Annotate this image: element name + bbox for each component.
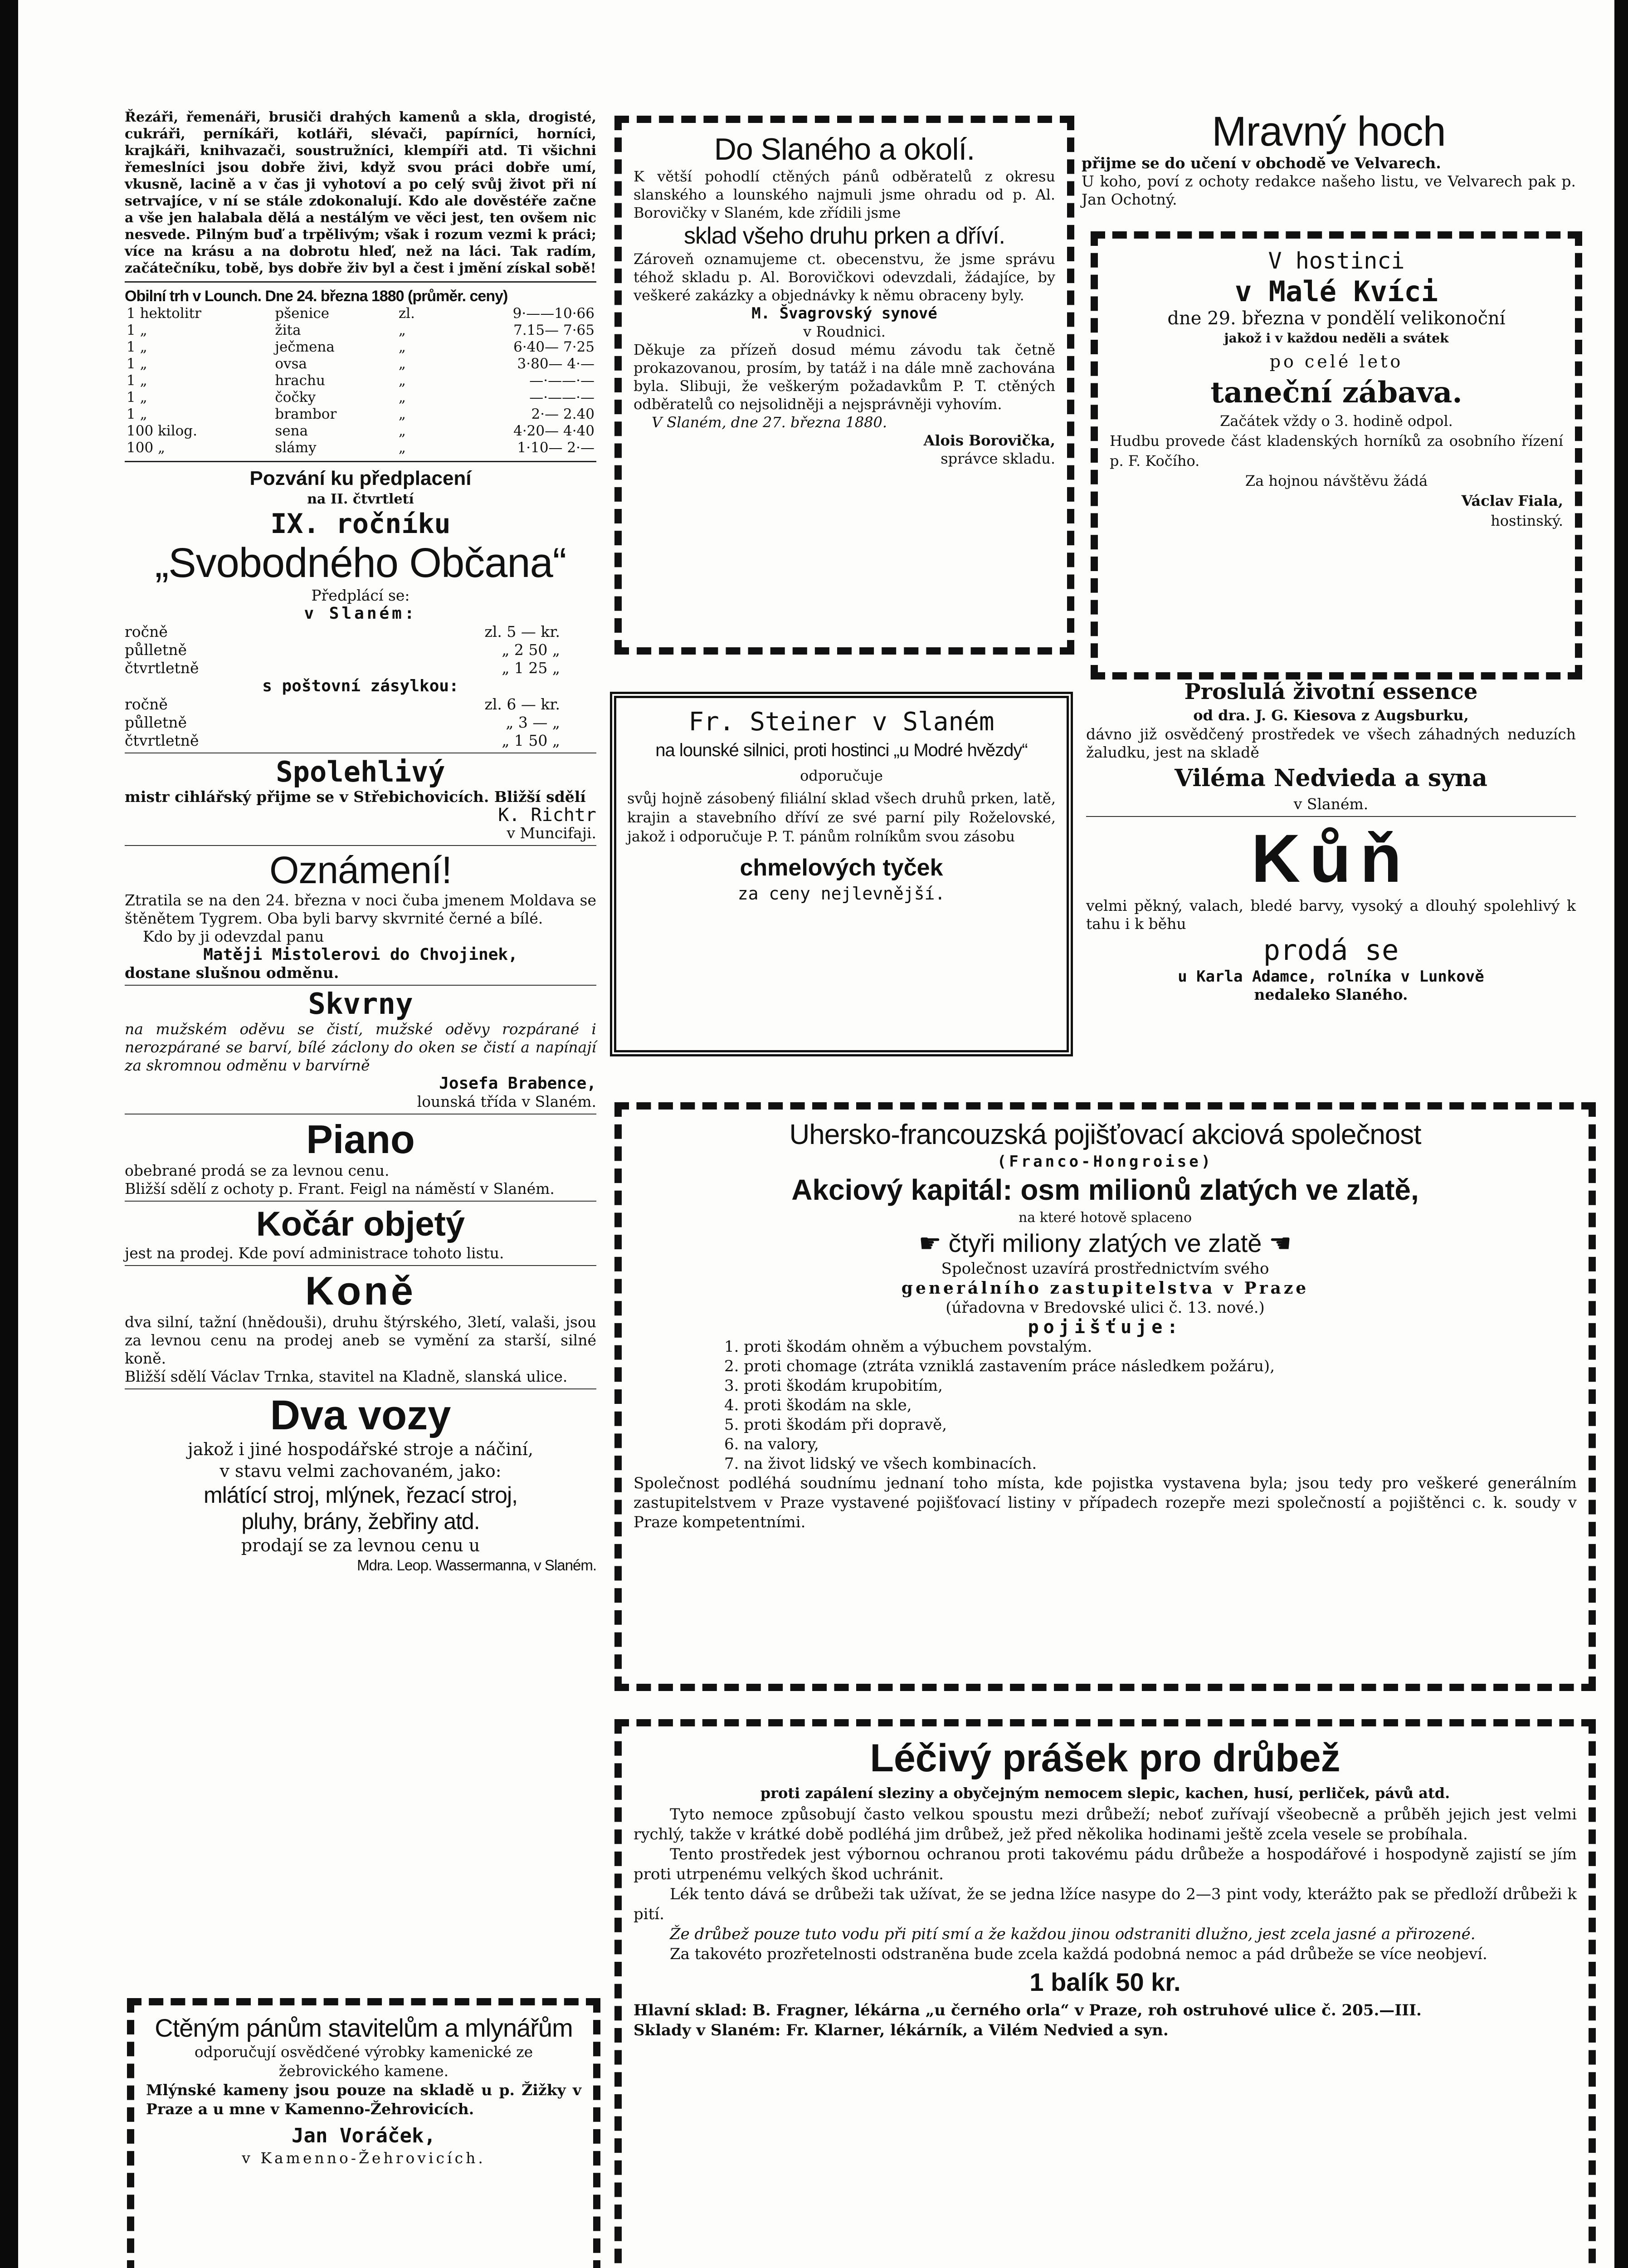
market-cell-price: 3·80— 4·—	[517, 356, 595, 372]
hostinec-line9: Za hojnou návštěvu žádá	[1245, 472, 1428, 489]
insurance-item: 4. proti škodám na skle,	[724, 1396, 912, 1414]
price-value: „ 3 — „	[506, 714, 560, 731]
hostinec-line7: Začátek vždy o 3. hodině odpol.	[1220, 412, 1453, 430]
hostinec-ad-box	[1091, 231, 1582, 679]
divider	[125, 281, 596, 283]
market-table	[125, 305, 596, 456]
price-row	[125, 659, 596, 677]
slany-big: sklad všeho druhu prken a dříví.	[684, 223, 1005, 249]
piano-text: obebrané prodá se za levnou cenu.	[125, 1162, 390, 1179]
skvrny-name: Josefa Brabence,	[439, 1074, 596, 1093]
market-cell-price: 6·40— 7·25	[513, 339, 595, 355]
powder-title: Léčivý prášek pro drůbež	[870, 1736, 1340, 1780]
divider	[1086, 816, 1576, 817]
slany-ad-box	[614, 116, 1074, 655]
vozy-line6: Mdra. Leop. Wassermanna, v Slaném.	[357, 1557, 596, 1574]
price-label: ročně	[125, 695, 168, 713]
divider	[125, 845, 596, 846]
divider	[125, 1265, 596, 1266]
vozy-line3: mlátící stroj, mlýnek, řezací stroj,	[204, 1482, 517, 1508]
price-label: čtvrtletně	[125, 659, 199, 677]
vozy-line1: jakož i jiné hospodářské stroje a náčiní,	[187, 1439, 534, 1459]
skvrny-place: lounská třída v Slaném.	[417, 1093, 596, 1110]
hostinec-line4: jakož i v každou neděli a svátek	[1224, 331, 1449, 346]
divider	[125, 985, 596, 986]
subscription-prices-post	[125, 695, 596, 750]
market-cell-item: pšenice	[275, 305, 330, 322]
insurance-agency: generálního zastupitelstva v Praze	[901, 1279, 1309, 1298]
insurance-item: 3. proti škodám krupobitím,	[724, 1377, 943, 1395]
powder-ad-box	[614, 1719, 1596, 2268]
stone-place: v Kamenno-Žehrovicích.	[242, 2149, 486, 2167]
market-row	[125, 305, 596, 322]
market-cell-cur: „	[398, 389, 406, 406]
market-cell-q: 1 „	[127, 322, 147, 338]
powder-sub: proti zapálení sleziny a obyčejným nemocem slepic, kachen, husí, perliček, pávů atd.	[760, 1784, 1450, 1802]
market-title: Obilní trh v Lounch. Dne 24. března 1880 (průměr. ceny)	[125, 288, 508, 305]
slany-date: V Slaném, dne 27. března 1880.	[652, 414, 887, 431]
market-cell-price: 7.15— 7·65	[513, 322, 595, 338]
insurance-agency2: (úřadovna v Bredovské ulici č. 13. nové.)	[946, 1299, 1265, 1317]
steiner-text: svůj hojně zásobený filiální sklad všech druhů prken, latě, krajin a stavebního dříví ze své parní pily Roželovské, jakož i odporučuje P. T. pánům rolníkům svou zásobu	[627, 790, 1056, 845]
market-cell-price: 1·10— 2·—	[517, 440, 595, 456]
price-label: půlletně	[125, 641, 187, 659]
insurance-item: 7. na život lidský ve všech kombinacích.	[724, 1455, 1037, 1473]
market-row	[125, 406, 596, 423]
insurance-cap2: na které hotově splaceno	[1018, 1210, 1192, 1226]
market-cell-item: ovsa	[275, 356, 307, 372]
powder-p5: Za takovéto prozřetelnosti odstraněna bude zcela každá podobná nemoc a pád drůbeže se více neobjeví.	[670, 1945, 1487, 1963]
kun-line2: prodá se	[1263, 934, 1399, 967]
powder-p2: Tento prostředek jest výbornou ochranou proti takovému pádu drůbeže a hospodářové i hospodyně zajistí se jím proti utrpenému velkých škod uchránit.	[634, 1845, 1577, 1883]
market-cell-cur: zl.	[398, 305, 415, 322]
oznameni-name: Matěji Mistolerovi do Chvojinek,	[203, 945, 518, 964]
oznameni-reward: dostane slušnou odměnu.	[125, 964, 339, 982]
subscription-city: v Slaném:	[304, 604, 417, 623]
steiner-sub: na lounské silnici, proti hostinci „u Modré hvězdy“	[655, 740, 1028, 760]
market-cell-q: 1 „	[127, 389, 147, 406]
spolehlivy-name: K. Richtr	[498, 805, 596, 826]
essence-line1: Proslulá životní essence	[1184, 679, 1478, 704]
price-value: „ 1 25 „	[502, 659, 560, 677]
hostinec-line2: v Malé Kvíci	[1235, 275, 1438, 308]
vozy-title: Dva vozy	[270, 1392, 451, 1438]
subscription-predplaci: Předplácí se:	[311, 587, 410, 604]
skvrny-title: Skvrny	[308, 987, 413, 1021]
market-cell-q: 1 „	[127, 339, 147, 355]
column-3-lower	[1086, 678, 1576, 1004]
price-value: „ 1 50 „	[502, 732, 560, 749]
subscription-post: s poštovní zásylkou:	[262, 677, 459, 695]
price-row	[125, 695, 596, 714]
market-cell-q: 1 hektolitr	[127, 305, 201, 322]
oznameni-text2: Kdo by ji odevzdal panu	[143, 928, 324, 945]
powder-p1: Tyto nemoce způsobují často velkou spoustu mezi drůbeží; neboť zuřívají všeobecně a průběh jejich jest velmi rychlý, takže v krátké době podléhá jim drůbež, jež před několika hodinami ještě zcela vesele se probíhala.	[634, 1805, 1577, 1843]
vozy-line2: v stavu velmi zachovaném, jako:	[219, 1461, 502, 1481]
market-cell-item: sena	[275, 423, 308, 439]
market-cell-cur: „	[398, 356, 406, 372]
market-cell-cur: „	[398, 322, 406, 338]
market-row	[125, 356, 596, 372]
slany-title: Do Slaného a okolí.	[714, 132, 975, 166]
hand-pointer-icon: ☛	[918, 1229, 949, 1257]
steiner-title: Fr. Steiner v Slaném	[688, 707, 994, 737]
powder-price: 1 balík 50 kr.	[1029, 1968, 1181, 1996]
steiner-odporucuje: odporučuje	[800, 767, 883, 784]
hostinec-line1: V hostinci	[1268, 248, 1405, 274]
market-cell-q: 1 „	[127, 406, 147, 422]
stone-ad-box	[127, 1998, 600, 2268]
spolehlivy-text: mistr cihlářský přijme se v Střebichovicích. Bližší sdělí	[125, 788, 586, 806]
price-label: čtvrtletně	[125, 732, 199, 749]
stone-title: Ctěným pánům stavitelům a mlynářům	[155, 2014, 573, 2042]
stone-name: Jan Voráček,	[292, 2124, 436, 2147]
market-row	[125, 440, 596, 456]
market-cell-item: ječmena	[275, 339, 335, 355]
hostinec-sign2: hostinský.	[1491, 512, 1563, 529]
kun-title: Kůň	[1251, 820, 1411, 896]
slany-text3: Děkuje za přízeň dosud mému závodu tak četně prokazovanou, prosím, by tatáž i na dále mně zachována byla. Slibuji, že veškerým požadavkům P. T. ctěných odběratelů co nejsolidněji a nejsprávněji vyhovím.	[634, 341, 1055, 413]
hand-pointer-icon: ☚	[1262, 1229, 1292, 1257]
slany-text: K větší pohodlí ctěných pánů odběratelů z okresu slanského a lounského najmuli jsme ohradu od p. Al. Borovičky v Slaném, kde zřídili jsme	[634, 168, 1055, 221]
market-cell-item: žita	[275, 322, 301, 338]
market-cell-price: 2·— 2.40	[531, 406, 595, 422]
kone-text: dva silní, tažní (hnědouši), druhu štýrského, 3letí, valaši, jsou za levnou cenu na prodej aneb se vymění za starší, silné koně.	[125, 1313, 596, 1367]
steiner-big: chmelových tyček	[740, 855, 943, 881]
market-cell-price: 4·20— 4·40	[513, 423, 595, 439]
kun-text: velmi pěkný, valach, bledé barvy, vysoký a dlouhý spolehlivý k tahu i k běhu	[1086, 897, 1576, 933]
slany-sign: Alois Borovička,	[923, 432, 1055, 449]
divider	[125, 1201, 596, 1202]
price-label: ročně	[125, 623, 168, 640]
oznameni-title: Oznámení!	[269, 849, 452, 891]
price-value: zl. 5 — kr.	[484, 623, 560, 640]
divider	[125, 1388, 596, 1389]
kocar-title: Kočár objetý	[256, 1205, 465, 1243]
price-row	[125, 641, 596, 659]
slany-firm: M. Švagrovský synové	[751, 304, 937, 323]
hostinec-line8: Hudbu provede část kladenských horníků za osobního řízení p. F. Kočího.	[1110, 432, 1563, 469]
scan-edge-right	[1614, 0, 1628, 2268]
essence-line4: Viléma Nedvieda a syna	[1175, 764, 1487, 792]
vozy-line5: prodají se za levnou cenu u	[241, 1535, 480, 1555]
insurance-cap3	[634, 1227, 1577, 1259]
insurance-pojistuje: pojišťuje:	[1028, 1317, 1183, 1338]
kocar-text: jest na prodej. Kde poví administrace tohoto listu.	[125, 1244, 504, 1262]
market-cell-cur: „	[398, 372, 406, 389]
spolehlivy-place: v Muncifaji.	[507, 824, 596, 842]
column-1	[125, 109, 596, 1574]
essence-line3: dávno již osvědčený prostředek ve všech záhadných neduzích žaludku, jest na skladě	[1086, 725, 1576, 761]
powder-p3: Lék tento dává se drůbeži tak užívat, že se jedna lžíce nasype do 2—3 pint vody, kterážto pak se předloží drůbeži k pití.	[634, 1885, 1577, 1923]
mravny-text2: U koho, poví z ochoty redakce našeho listu, ve Velvarech pak p. Jan Ochotný.	[1082, 172, 1576, 208]
hostinec-line5: po celé leto	[1269, 352, 1404, 371]
subscription-prices-local	[125, 623, 596, 677]
insurance-item: 2. proti chomage (ztráta vzniklá zastavením práce následkem požáru),	[724, 1357, 1275, 1375]
hostinec-line6: taneční zábava.	[1210, 376, 1462, 410]
market-cell-cur: „	[398, 440, 406, 456]
insurance-foot: Společnost podléhá soudnímu jednaní toho místa, kde pojistka vystavena byla; jsou tedy pro veškeré generálním zastupitelstvem v Praze vystavené pojišťovací listiny v případech rozepře mezi společností a pojištěnci c. k. soudy v Praze kompetentními.	[634, 1474, 1577, 1531]
subscription-year: IX. ročníku	[270, 508, 451, 540]
stone-text: odporučují osvědčené výrobky kamenické ze žebrovického kamene.	[194, 2043, 533, 2080]
spolehlivy-title: Spolehlivý	[276, 755, 445, 788]
piano-title: Piano	[306, 1117, 415, 1162]
powder-local-store: Sklady v Slaném: Fr. Klarner, lékárník, a Vilém Nedvied a syn.	[634, 2021, 1169, 2039]
market-row	[125, 322, 596, 339]
price-value: „ 2 50 „	[502, 641, 560, 659]
market-cell-price: 9·——10·66	[512, 305, 595, 322]
market-cell-item: čočky	[275, 389, 316, 406]
hostinec-sign: Václav Fiala,	[1461, 492, 1563, 509]
market-cell-item: hrachu	[275, 372, 325, 389]
market-row	[125, 339, 596, 356]
market-cell-item: brambor	[275, 406, 337, 422]
intro-text: Řezáři, řemenáři, brusiči drahých kamenů a skla, drogisté, cukráři, perníkáři, kotláři, slévači, papírníci, horníci, krajkáři, knihvazači, soustružníci, klempíři atd. Ti všichni řemeslníci jsou dobře živi, když svou práci dobře umí, vkusně, lacině a v čas ji vyhotoví a po celý svůj život při ní setrvajíce, v ní se stále zdokonalují. Kdo ale dověstéře začne a vše jen halabala dělá a nestálým ve věci jest, ten ovšem nic nesvede. Pilným buď a trpělivým; však i rozum vezmi k práci; více na krásu a na dobrotu hleď, než na láci. Tak radím, začátečníku, tobě, bys dobře živ byl a čest i jmění získal sobě!	[125, 109, 596, 276]
slany-place: v Roudnici.	[803, 323, 886, 340]
market-cell-q: 1 „	[127, 356, 147, 372]
skvrny-text: na mužském oděvu se čistí, mužské oděvy rozpárané i nerozpárané se barví, bílé záclony do oken se čistí a napínají za skromnou odměnu v barvírně	[125, 1020, 596, 1074]
price-label: půlletně	[125, 714, 187, 731]
mravny-text: přijme se do učení v obchodě ve Velvarech.	[1082, 154, 1441, 172]
insurance-sub: (Franco-Hongroise)	[997, 1153, 1214, 1171]
market-cell-q: 100 „	[127, 440, 166, 456]
price-row	[125, 623, 596, 641]
market-row	[125, 372, 596, 389]
subscription-title: Pozvání ku předplacení	[249, 467, 472, 489]
insurance-cap: Akciový kapitál: osm milionů zlatých ve zlatě,	[791, 1173, 1419, 1206]
oznameni-text: Ztratila se na den 24. března v noci čuba jmenem Moldava se štěnětem Tygrem. Oba byli barvy skvrnité černé a bílé.	[125, 891, 596, 927]
subscription-quarter: na II. čtvrtletí	[307, 491, 414, 507]
column-3	[1082, 109, 1576, 209]
subscription-paper: „Svobodného Občana“	[155, 540, 566, 586]
price-row	[125, 732, 596, 750]
insurance-title: Uhersko-francouzská pojišťovací akciová společnost	[789, 1119, 1421, 1150]
stone-text2: Mlýnské kameny jsou pouze na skladě u p. Žižky v Praze a u mne v Kamenno-Žehrovicích.	[146, 2081, 581, 2118]
market-cell-q: 100 kilog.	[127, 423, 197, 439]
powder-p4: Že drůbež pouze tuto vodu při pití smí a že každou jinou odstraniti dlužno, jest zcela jasné a přirozené.	[670, 1925, 1476, 1943]
insurance-item: 1. proti škodám ohněm a výbuchem povstalým.	[724, 1338, 1092, 1356]
market-cell-price: —·——·—	[529, 372, 595, 389]
price-value: zl. 6 — kr.	[484, 695, 560, 713]
insurance-items	[634, 1337, 1577, 1474]
piano-text2: Bližší sdělí z ochoty p. Frant. Feigl na náměstí v Slaném.	[125, 1180, 555, 1198]
insurance-item: 5. proti škodám při dopravě,	[724, 1416, 947, 1434]
insurance-text: Společnost uzavírá prostřednictvím svého	[941, 1260, 1269, 1278]
kone-text2: Bližší sdělí Václav Trnka, stavitel na Kladně, slanská ulice.	[125, 1368, 568, 1385]
market-cell-cur: „	[398, 339, 406, 355]
divider	[125, 461, 596, 462]
steiner-foot: za ceny nejlevnější.	[737, 884, 946, 904]
essence-line2: od dra. J. G. Kiesova z Augsburku,	[1193, 707, 1469, 724]
vozy-line4: pluhy, brány, žebřiny atd.	[241, 1509, 480, 1534]
insurance-ad-box	[614, 1102, 1596, 1691]
steiner-ad-box	[610, 692, 1073, 1056]
slany-text2: Zároveň oznamujeme ct. obecenstvu, že jsme správu téhož skladu p. Al. Borovičkovi odevzdali, žádajíce, by veškeré zakázky a objednávky k němu obraceny byly.	[634, 250, 1055, 304]
market-row	[125, 389, 596, 406]
kun-line3: u Karla Adamce, rolníka v Lunkově	[1178, 968, 1484, 986]
market-cell-q: 1 „	[127, 372, 147, 389]
market-cell-cur: „	[398, 406, 406, 422]
kone-title: Koně	[305, 1268, 416, 1313]
powder-main-store: Hlavní sklad: B. Fragner, lékárna „u černého orla“ v Praze, roh ostruhové ulice č. 205.—III.	[634, 2001, 1422, 2019]
kun-line4: nedaleko Slaného.	[1254, 986, 1408, 1003]
scan-edge-left	[0, 0, 18, 2268]
market-cell-price: —·——·—	[529, 389, 595, 406]
market-row	[125, 423, 596, 440]
essence-line5: v Slaném.	[1293, 795, 1369, 813]
price-row	[125, 714, 596, 732]
insurance-item: 6. na valory,	[724, 1435, 819, 1453]
mravny-title: Mravný hoch	[1212, 108, 1446, 155]
slany-sign2: správce skladu.	[941, 450, 1055, 467]
insurance-cap3-text: čtyři miliony zlatých ve zlatě	[948, 1229, 1262, 1257]
market-cell-cur: „	[398, 423, 406, 439]
hostinec-line3: dne 29. března v pondělí velikonoční	[1167, 308, 1506, 329]
market-cell-item: slámy	[275, 440, 317, 456]
